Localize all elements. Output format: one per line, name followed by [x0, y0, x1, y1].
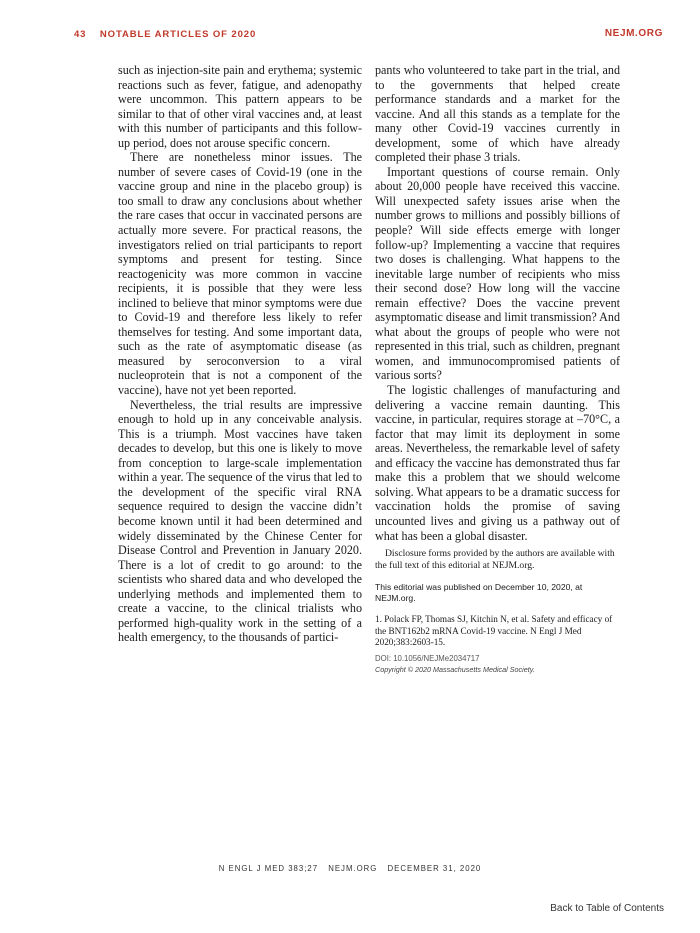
article-column-right — [375, 63, 620, 675]
published-note: This editorial was published on December 10, 2020, at NEJM.org. — [375, 582, 583, 604]
page-footer — [0, 864, 700, 873]
back-to-toc-link[interactable]: Back to Table of Contents — [550, 903, 664, 914]
paragraph: There are nonetheless minor issues. The number of severe cases of Covid-19 (one in the vaccine group and nine in the placebo group) is too small to draw any conclusions about whether the rare cases that occur in vaccinated persons are actually more severe. For practical reasons, the investigators relied on trial participants to report symptoms and present for testing. Since reactogenicity was more common in vaccine recipients, it is possible that they were less inclined to believe that minor symptoms were due to Covid-19 and therefore less likely to refer themselves for testing. And some important data, such as the rate of asymptomatic disease (as measured by seroconversion to a viral nucleoprotein that is not a component of the vaccine), have not yet been reported. — [118, 150, 362, 398]
footer-citation: N ENGL J MED 383;27 — [218, 864, 319, 873]
footer-date: DECEMBER 31, 2020 — [387, 864, 482, 873]
paragraph: such as injection-site pain and erythema; systemic reactions such as fever, fatigue, and adenopathy were uncommon. This pattern appears to be similar to that of other viral vaccines and, at least with this number of participants and this follow-up period, does not arouse specific concern. — [118, 63, 362, 150]
paragraph: The logistic challenges of manufacturing and delivering a vaccine remain daunting. This vaccine, in particular, requires storage at –70°C, a factor that may limit its deployment in some areas. Nevertheless, the remarkable level of safety and efficacy the vaccine has demonstrated thus far make this a problem that we should welcome solving. What appears to be a dramatic success for vaccination holds the promise of saving uncounted lives and giving us a pathway out of what has been a global disaster. — [375, 383, 620, 543]
paragraph: Important questions of course remain. Only about 20,000 people have received this vaccine. Will unexpected safety issues arise when the number grows to millions and possibly billions of people? Will side effects emerge with longer follow-up? Implementing a vaccine that requires two doses is challenging. What happens to the inevitable large number of recipients who miss their second dose? How long will the vaccine remain effective? Does the vaccine prevent asymptomatic disease and limit transmission? And what about the groups of people who were not represented in this trial, such as children, pregnant women, and immunocompromised patients of various sorts? — [375, 164, 620, 383]
article-column-left — [118, 63, 362, 645]
footer-site: NEJM.ORG — [328, 864, 378, 873]
section-title: NOTABLE ARTICLES OF 2020 — [99, 29, 257, 40]
running-header — [74, 29, 256, 40]
doi: DOI: 10.1056/NEJMe2034717 — [375, 653, 480, 663]
journal-site-label: NEJM.ORG — [604, 28, 663, 39]
copyright: Copyright © 2020 Massachusetts Medical Society. — [375, 664, 535, 674]
page-number: 43 — [74, 29, 87, 40]
paragraph: Nevertheless, the trial results are impressive enough to hold up in any conceivable analysis. This is a triumph. Most vaccines have taken decades to develop, but this one is likely to move from conception to large-scale implementation within a year. The sequence of the virus that led to the development of the specific viral RNA sequence required to design the vaccine didn’t become known until it had been determined and widely disseminated by the Chinese Center for Disease Control and Prevention in January 2020. There is a lot of credit to go around: to the scientists who shared data and who developed the underlying methods and implemented them to create a vaccine, to the clinical trialists who performed high-quality work in the setting of a health emergency, to the thousands of partici- — [118, 397, 362, 645]
disclosure-note: Disclosure forms provided by the authors are available with the full text of this editorial at NEJM.org. — [375, 548, 615, 572]
paragraph: pants who volunteered to take part in the trial, and to the governments that helped create performance standards and a market for the vaccine. And all this stands as a template for the many other Covid-19 vaccines currently in development, some of which have already completed their phase 3 trials. — [375, 63, 620, 165]
reference-item: 1. Polack FP, Thomas SJ, Kitchin N, et al. Safety and efficacy of the BNT162b2 mRNA Covid-19 vaccine. N Engl J Med 2020;383:2603-15. — [375, 614, 613, 648]
